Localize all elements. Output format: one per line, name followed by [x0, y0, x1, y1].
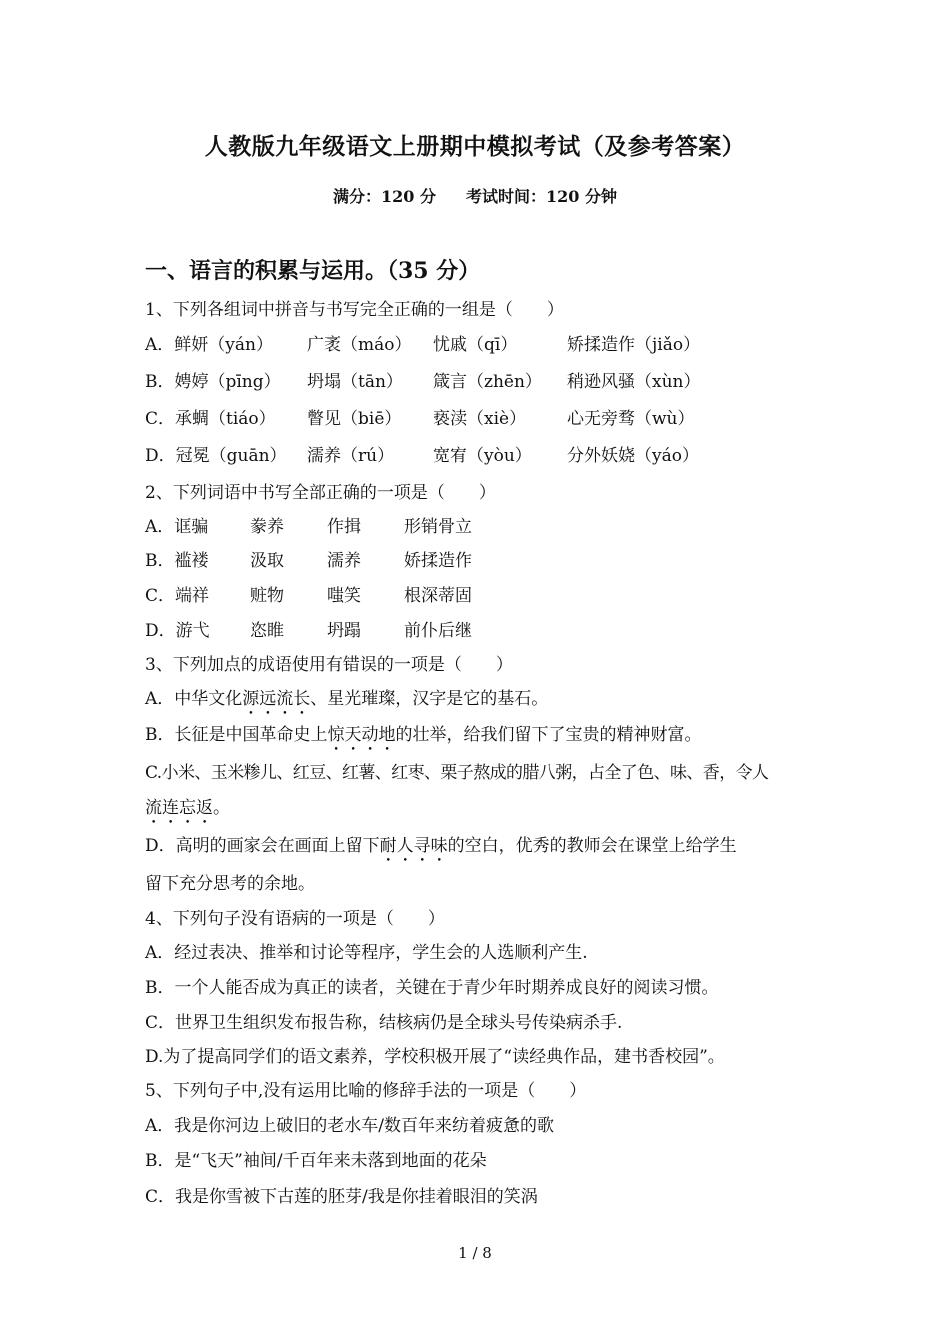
question-2-stem: 2、下列词语中书写全部正确的一项是（ ） — [145, 483, 496, 503]
dotted-idiom: 流连忘返 — [145, 798, 213, 818]
exam-time: 考试时间：120 分钟 — [466, 187, 617, 206]
question-3-option-c-line2: 流连忘返。 — [145, 798, 230, 818]
question-4-option-b: B．一个人能否成为真正的读者，关键在于青少年时期养成良好的阅读习惯。 — [145, 978, 719, 998]
question-3-option-d-line1: D．高明的画家会在画面上留下耐人寻味的空白，优秀的教师会在课堂上给学生 — [145, 836, 737, 856]
question-3-option-b: B．长征是中国革命史上惊天动地的壮举，给我们留下了宝贵的精神财富。 — [145, 725, 702, 745]
question-4-stem: 4、下列句子没有语病的一项是（ ） — [145, 909, 445, 929]
question-1-option-b: B．娉婷（pīng） 坍塌（tān） 箴言（zhēn） 稍逊风骚（xùn） — [145, 372, 701, 392]
dotted-idiom: 耐人寻味 — [379, 836, 448, 856]
question-2-option-b: B．褴褛 汲取 濡养 娇揉造作 — [145, 551, 472, 571]
page-title: 人教版九年级语文上册期中模拟考试（及参考答案） — [204, 133, 746, 160]
question-1-option-c: C．承蜩（tiáo） 瞥见（biē） 亵渎（xiè） 心无旁骛（wù） — [145, 409, 695, 429]
question-4-option-c: C．世界卫生组织发布报告称，结核病仍是全球头号传染病杀手. — [145, 1013, 623, 1033]
question-4-option-d: D.为了提高同学们的语文素养，学校积极开展了“读经典作品，建书香校园”。 — [145, 1047, 725, 1067]
question-5-stem: 5、下列句子中,没有运用比喻的修辞手法的一项是（ ） — [145, 1081, 587, 1101]
full-score: 满分：120 分 — [333, 187, 436, 206]
question-1-option-a: A．鲜妍（yán） 广袤（máo） 忧戚（qī） 矫揉造作（jiǎo） — [145, 335, 701, 355]
page-number: 1 / 8 — [458, 1244, 492, 1262]
dotted-idiom: 惊天动地 — [327, 725, 396, 745]
dotted-idiom: 源远流长 — [242, 689, 311, 709]
question-2-option-d: D．游弋 恣睢 坍蹋 前仆后继 — [145, 621, 472, 641]
exam-info — [0, 184, 950, 207]
question-4-option-a: A．经过表决、推举和讨论等程序，学生会的人选顺利产生. — [145, 943, 588, 963]
section-heading: 一、语言的积累与运用。（35 分） — [145, 258, 481, 284]
question-5-option-a: A．我是你河边上破旧的老水车/数百年来纺着疲惫的歌 — [145, 1116, 555, 1136]
question-5-option-c: C．我是你雪被下古莲的胚芽/我是你挂着眼泪的笑涡 — [145, 1187, 538, 1207]
question-1-option-d: D．冠冕（guān） 濡养（rú） 宽宥（yòu） 分外妖娆（yáo） — [145, 446, 699, 466]
question-3-stem: 3、下列加点的成语使用有错误的一项是（ ） — [145, 655, 513, 675]
question-1-stem: 1、下列各组词中拼音与书写完全正确的一组是（ ） — [145, 300, 564, 320]
question-3-option-d-line2: 留下充分思考的余地。 — [145, 874, 315, 894]
question-2-option-a: A．诓骗 豢养 作揖 形销骨立 — [145, 517, 472, 537]
question-2-option-c: C．端祥 赃物 嗤笑 根深蒂固 — [145, 586, 472, 606]
question-5-option-b: B．是“飞天”袖间/千百年来未落到地面的花朵 — [145, 1151, 487, 1171]
question-3-option-c-line1: C.小米、玉米糁儿、红豆、红薯、红枣、栗子熬成的腊八粥，占全了色、味、香，令人 — [145, 763, 769, 783]
question-3-option-a: A．中华文化源远流长、星光璀璨，汉字是它的基石。 — [145, 689, 549, 709]
